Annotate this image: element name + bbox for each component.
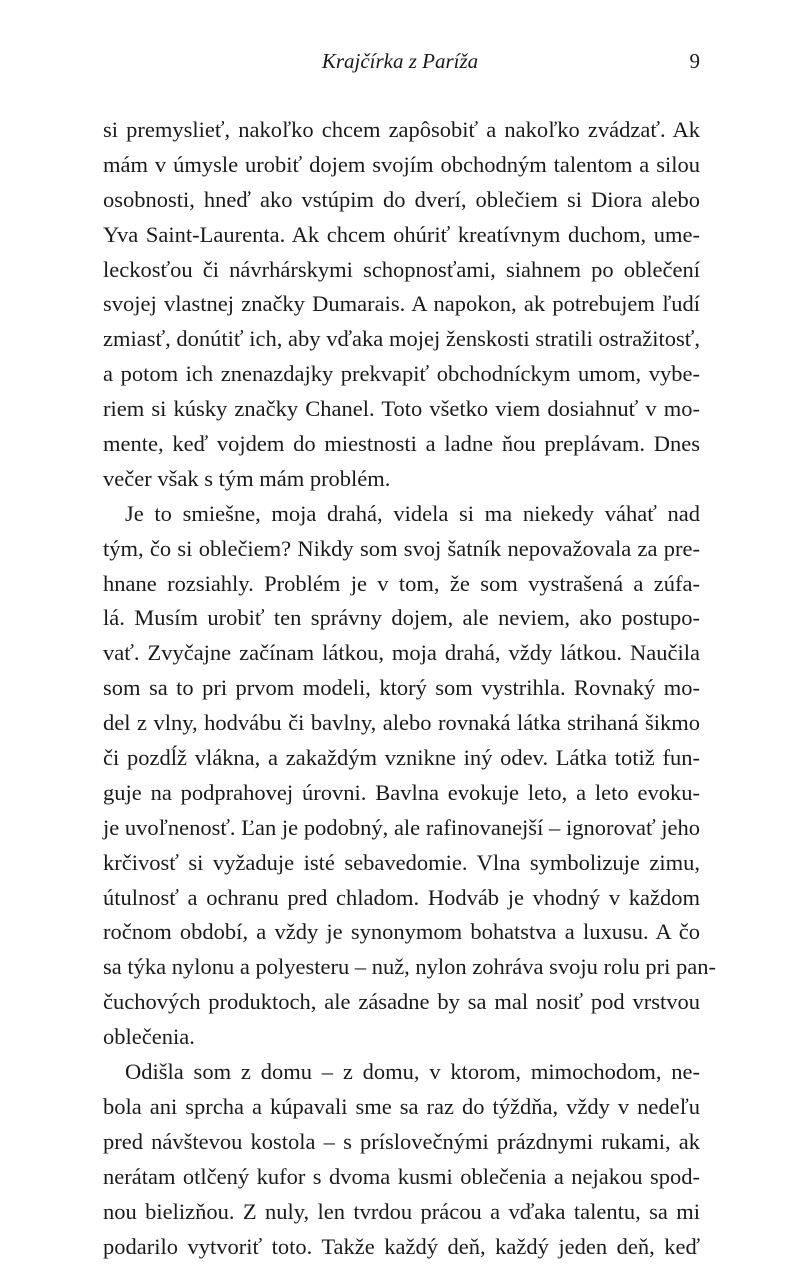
text-line: svojej vlastnej značky Dumarais. A napokon, ak potrebujem ľudí — [103, 287, 700, 322]
text-line: krčivosť si vyžaduje isté sebavedomie. Vlna symbolizuje zimu, — [103, 846, 700, 881]
text-line: oblečenia. — [103, 1020, 700, 1055]
text-line: del z vlny, hodvábu či bavlny, alebo rovnaká látka strihaná šikmo — [103, 706, 700, 741]
paragraph — [103, 113, 700, 497]
text-line: Je to smiešne, moja drahá, videla si ma niekedy váhať nad — [103, 497, 700, 532]
text-line: som sa to pri prvom modeli, ktorý som vystrihla. Rovnaký mo- — [103, 671, 700, 706]
page-number: 9 — [690, 46, 701, 76]
text-line: tým, čo si oblečiem? Nikdy som svoj šatník nepovažovala za pre- — [103, 532, 700, 567]
text-line: si premyslieť, nakoľko chcem zapôsobiť a nakoľko zvádzať. Ak — [103, 113, 700, 148]
text-line: večer však s tým mám problém. — [103, 462, 700, 497]
text-line: leckosťou či návrhárskymi schopnosťami, siahnem po oblečení — [103, 253, 700, 288]
text-line: hnane rozsiahly. Problém je v tom, že som vystrašená a zúfa- — [103, 567, 700, 602]
text-line: osobnosti, hneď ako vstúpim do dverí, oblečiem si Diora alebo — [103, 183, 700, 218]
text-line: nou bielizňou. Z nuly, len tvrdou prácou a vďaka talentu, sa mi — [103, 1195, 700, 1230]
text-line: ročnom období, a vždy je synonymom bohatstva a luxusu. A čo — [103, 915, 700, 950]
text-line: je uvoľnenosť. Ľan je podobný, ale rafinovanejší – ignorovať jeho — [103, 811, 700, 846]
text-line: útulnosť a ochranu pred chladom. Hodváb je vhodný v každom — [103, 881, 700, 916]
text-line: riem si kúsky značky Chanel. Toto všetko viem dosiahnuť v mo- — [103, 392, 700, 427]
text-line: čuchových produktoch, ale zásadne by sa mal nosiť pod vrstvou — [103, 985, 700, 1020]
running-header — [100, 46, 700, 76]
paragraph — [103, 497, 700, 1055]
text-line: lá. Musím urobiť ten správny dojem, ale neviem, ako postupo- — [103, 601, 700, 636]
text-line: bola ani sprcha a kúpavali sme sa raz do týždňa, vždy v nedeľu — [103, 1090, 700, 1125]
text-line: mente, keď vojdem do miestnosti a ladne ňou preplávam. Dnes — [103, 427, 700, 462]
text-line: Yva Saint-Laurenta. Ak chcem ohúriť kreatívnym duchom, ume- — [103, 218, 700, 253]
text-line: nerátam otlčený kufor s dvoma kusmi oblečenia a nejakou spod- — [103, 1160, 700, 1195]
text-line: pred návštevou kostola – s príslovečnými prázdnymi rukami, ak — [103, 1125, 700, 1160]
text-line: guje na podprahovej úrovni. Bavlna evokuje leto, a leto evoku- — [103, 776, 700, 811]
text-line: zmiasť, donútiť ich, aby vďaka mojej ženskosti stratili ostražitosť, — [103, 322, 700, 357]
running-title: Krajčírka z Paríža — [100, 46, 700, 76]
text-line: vať. Zvyčajne začínam látkou, moja drahá, vždy látkou. Naučila — [103, 636, 700, 671]
text-line: Odišla som z domu – z domu, v ktorom, mimochodom, ne- — [103, 1055, 700, 1090]
text-line: či pozdĺž vlákna, a zakaždým vznikne iný odev. Látka totiž fun- — [103, 741, 700, 776]
paragraph — [103, 1055, 700, 1264]
text-line: sa týka nylonu a polyesteru – nuž, nylon zohráva svoju rolu pri pan- — [103, 950, 700, 985]
text-line: mám v úmysle urobiť dojem svojím obchodným talentom a silou — [103, 148, 700, 183]
body-text — [103, 113, 700, 1264]
text-line: a potom ich znenazdajky prekvapiť obchodníckym umom, vybe- — [103, 357, 700, 392]
text-line: podarilo vytvoriť toto. Takže každý deň, každý jeden deň, keď — [103, 1230, 700, 1264]
